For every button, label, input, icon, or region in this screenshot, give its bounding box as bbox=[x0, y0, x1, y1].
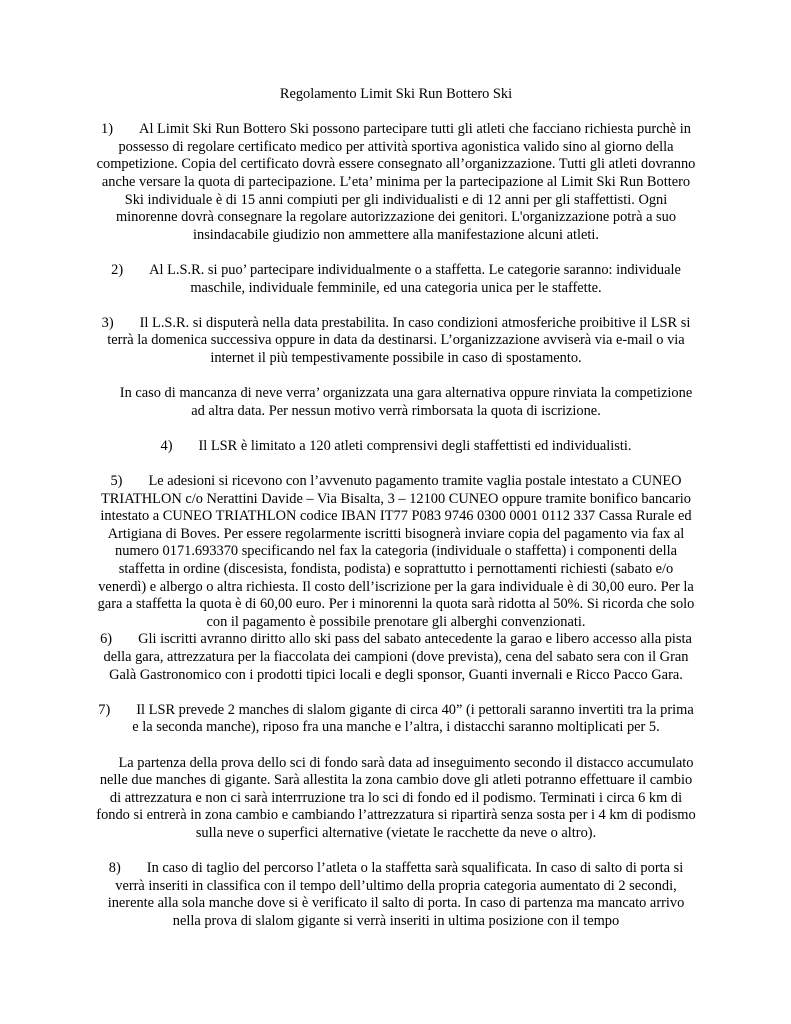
rule-number: 5) bbox=[110, 473, 123, 490]
rule-number: 3) bbox=[101, 314, 114, 331]
rule-number: 1) bbox=[101, 121, 114, 138]
rule-number: 7) bbox=[98, 701, 111, 718]
rule-text: Al Limit Ski Run Bottero Ski possono partecipare tutti gli atleti che facciano richiesta purchè in possesso di regolare certificato medico per attività sportiva agonistica valido sino al giorno della competizione. Copia del certificato dovrà essere consegnato all’organizzazione. Tutti gli atleti dovranno anche versare la quota di partecipazione. L’eta’ minima per la partecipazione al Limit Ski Run Bottero Ski individuale è di 15 anni compiuti per gli individualisti e di 12 anni per gli staffettisti. Ogni minorenne dovrà consegnare la regolare autorizzazione dei genitori. L'organizzazione potrà a suo insindacabile giudizio non ammettere alla manifestazione alcuni atleti. bbox=[96, 121, 696, 243]
rule-text: In caso di taglio del percorso l’atleta o la staffetta sarà squalificata. In caso di salto di porta si verrà inseriti in classifica con il tempo dell’ultimo della propria categoria aumentato di 2 secondi, inerente alla sola manche dove si è verificato il salto di porta. In caso di partenza ma mancato arrivo nella prova di slalom gigante si verrà inseriti in ultima posizione con il tempo bbox=[107, 860, 685, 929]
rule-text: La partenza della prova dello sci di fondo sarà data ad inseguimento secondo il distacco accumulato nelle due manches di gigante. Sarà allestita la zona cambio dove gli atleti potranno effettuare il cambio di attrezzatura e non ci sarà interrruzione tra lo sci di fondo ed il podismo. Terminati i circa 6 km di fondo si entrerà in zona cambio e cambiando l’attrezzatura si ripartirà senza sosta per i 4 km di podismo sulla neve o superfici alternative (vietate le racchette da neve o altro). bbox=[96, 754, 696, 841]
rule-number: 6) bbox=[100, 631, 113, 648]
document-page bbox=[96, 86, 696, 948]
rule-text: Gli iscritti avranno diritto allo ski pass del sabato antecedente la garao e libero accesso alla pista della gara, attrezzatura per la fiaccolata dei campioni (dove prevista), cena del sabato sera con il Gran Galà Gastronomico con i prodotti tipici locali e degli sponsor, Guanti invernali e Ricco Pacco Gara. bbox=[103, 631, 692, 683]
rule-4 bbox=[96, 438, 696, 456]
rule-text: Il LSR è limitato a 120 atleti comprensivi degli staffettisti ed individualisti. bbox=[198, 437, 632, 454]
rule-text: In caso di mancanza di neve verra’ organizzata una gara alternativa oppure rinviata la competizione ad altra data. Per nessun motivo verrà rimborsata la quota di iscrizione. bbox=[119, 385, 693, 419]
rule-text: Le adesioni si ricevono con l’avvenuto pagamento tramite vaglia postale intestato a CUNEO TRIATHLON c/o Nerattini Davide – Via Bisalta, 3 – 12100 CUNEO oppure tramite bonifico bancario intestato a CUNEO TRIATHLON codice IBAN IT77 P083 9746 0300 0001 0112 337 Cassa Rurale ed Artigiana di Boves. Per essere regolarmente iscritti bisognerà inviare copia del pagamento via fax al numero 0171.693370 specificando nel fax la categoria (individuale o staffetta) i componenti della staffetta in ordine (discesista, fondista, podista) e soprattutto i pernottamenti richiesti (sabato e/o venerdì) e albergo o altra richiesta. Il costo dell’iscrizione per la gara individuale è di 30,00 euro. Per la gara a staffetta la quota è di 60,00 euro. Per i minorenni la quota sarà ridotta al 50%. Si ricorda che solo con il pagamento è possibile prenotare gli alberghi convenzionati. bbox=[97, 473, 695, 630]
rule-text: Il L.S.R. si disputerà nella data prestabilita. In caso condizioni atmosferiche proibitive il LSR si terrà la domenica successiva oppure in data da destinarsi. L’organizzazione avviserà via e-mail o via internet il più tempestivamente possibile in caso di spostamento. bbox=[107, 314, 691, 366]
rule-text: Al L.S.R. si puo’ partecipare individualmente o a staffetta. Le categorie saranno: individuale maschile, individuale femminile, ed una categoria unica per le staffette. bbox=[149, 261, 681, 296]
rule-7-continuation bbox=[96, 755, 696, 843]
document-title: Regolamento Limit Ski Run Bottero Ski bbox=[279, 86, 513, 102]
rule-3-continuation bbox=[96, 385, 696, 420]
rule-number: 4) bbox=[160, 437, 173, 454]
rule-7 bbox=[96, 702, 696, 737]
rule-number: 2) bbox=[111, 261, 124, 278]
rule-2 bbox=[96, 262, 696, 297]
rule-8 bbox=[96, 860, 696, 930]
rule-number: 8) bbox=[108, 860, 121, 877]
rule-3 bbox=[96, 315, 696, 368]
rule-text: Il LSR prevede 2 manches di slalom gigante di circa 40” (i pettorali saranno invertiti tra la prima e la seconda manche), riposo fra una manche e l’altra, i distacchi saranno moltiplicati per 5. bbox=[132, 701, 694, 736]
rule-1 bbox=[96, 121, 696, 244]
rule-5 bbox=[96, 473, 696, 631]
rule-6 bbox=[96, 631, 696, 684]
